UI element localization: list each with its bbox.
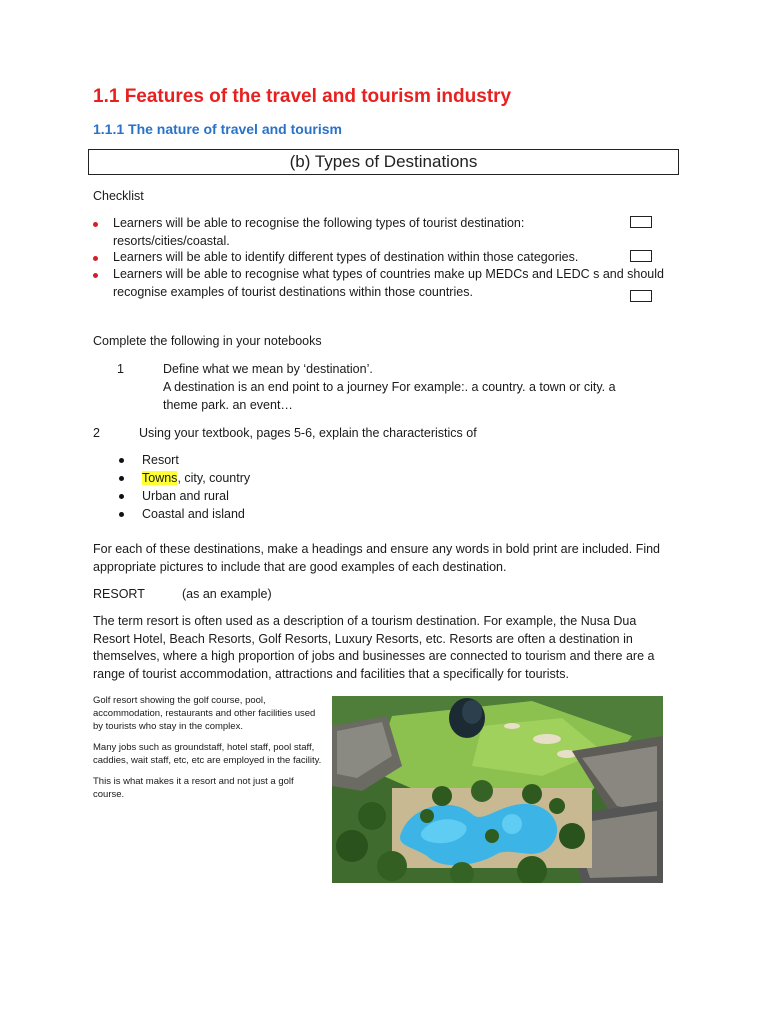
caption-paragraph: Golf resort showing the golf course, pool, accommodation, restaurants and other facilities used by tourists who stay in the complex.: [93, 695, 316, 732]
bullet-icon: [119, 476, 124, 481]
list-item: Resort: [142, 453, 179, 467]
photo-caption: [93, 694, 325, 801]
checkbox[interactable]: [630, 290, 652, 302]
task-intro: Complete the following in your notebooks: [93, 334, 322, 348]
caption-paragraph: Many jobs such as groundstaff, hotel staff, pool staff, caddies, wait staff, etc, etc are employed in the facility.: [93, 742, 322, 766]
list-item: Urban and rural: [142, 489, 229, 503]
instructions-paragraph: For each of these destinations, make a headings and ensure any words in bold print are included. Find appropriate pictures to include that are good examples of each destination.: [93, 542, 661, 574]
bullet-icon: [119, 512, 124, 517]
checklist-label: Checklist: [93, 189, 144, 203]
question-number: 1: [117, 362, 124, 376]
bullet-icon: [119, 458, 124, 463]
checkbox[interactable]: [630, 216, 652, 228]
resort-paragraph: The term resort is often used as a description of a tourism destination. For example, the Nusa Dua Resort Hotel, Beach Resorts, Golf Resorts, Luxury Resorts, etc. Resorts are often a destination in themselves, where a high proportion of jobs and businesses are connected to tourism and there are a range of tourist accommodation, attractions and facilities that a specifically for tourists.: [93, 614, 655, 681]
question-answer: A destination is an end point to a journey For example:. a country. a town or city. a theme park. an event…: [163, 380, 616, 412]
caption-paragraph: This is what makes it a resort and not just a golf course.: [93, 776, 294, 800]
resort-label: RESORT: [93, 587, 145, 601]
checkbox[interactable]: [630, 250, 652, 262]
golf-resort-photo: [332, 696, 663, 883]
resort-note: (as an example): [182, 587, 272, 601]
question-text: Define what we mean by ‘destination’.: [163, 362, 373, 376]
highlighted-word: Towns: [142, 471, 178, 485]
list-item: Towns, city, country: [142, 471, 251, 485]
list-item: Coastal and island: [142, 507, 245, 521]
checklist-item: Learners will be able to recognise what types of countries make up MEDCs and LEDC s and should recognise examples of tourist destinations within those countries.: [113, 267, 664, 299]
section-title: (b) Types of Destinations: [88, 149, 679, 175]
question-number: 2: [93, 426, 100, 440]
checklist-item: Learners will be able to identify different types of destination within those categories.: [113, 250, 579, 264]
bullet-icon: [93, 222, 98, 227]
bullet-icon: [93, 256, 98, 261]
page-heading: 1.1 Features of the travel and tourism industry: [93, 86, 512, 107]
page-subheading: 1.1.1 The nature of travel and tourism: [93, 121, 342, 137]
checklist-item: Learners will be able to recognise the following types of tourist destination: resorts/cities/coastal.: [113, 216, 525, 248]
bullet-icon: [93, 273, 98, 278]
question-text: Using your textbook, pages 5-6, explain the characteristics of: [139, 426, 477, 440]
bullet-icon: [119, 494, 124, 499]
